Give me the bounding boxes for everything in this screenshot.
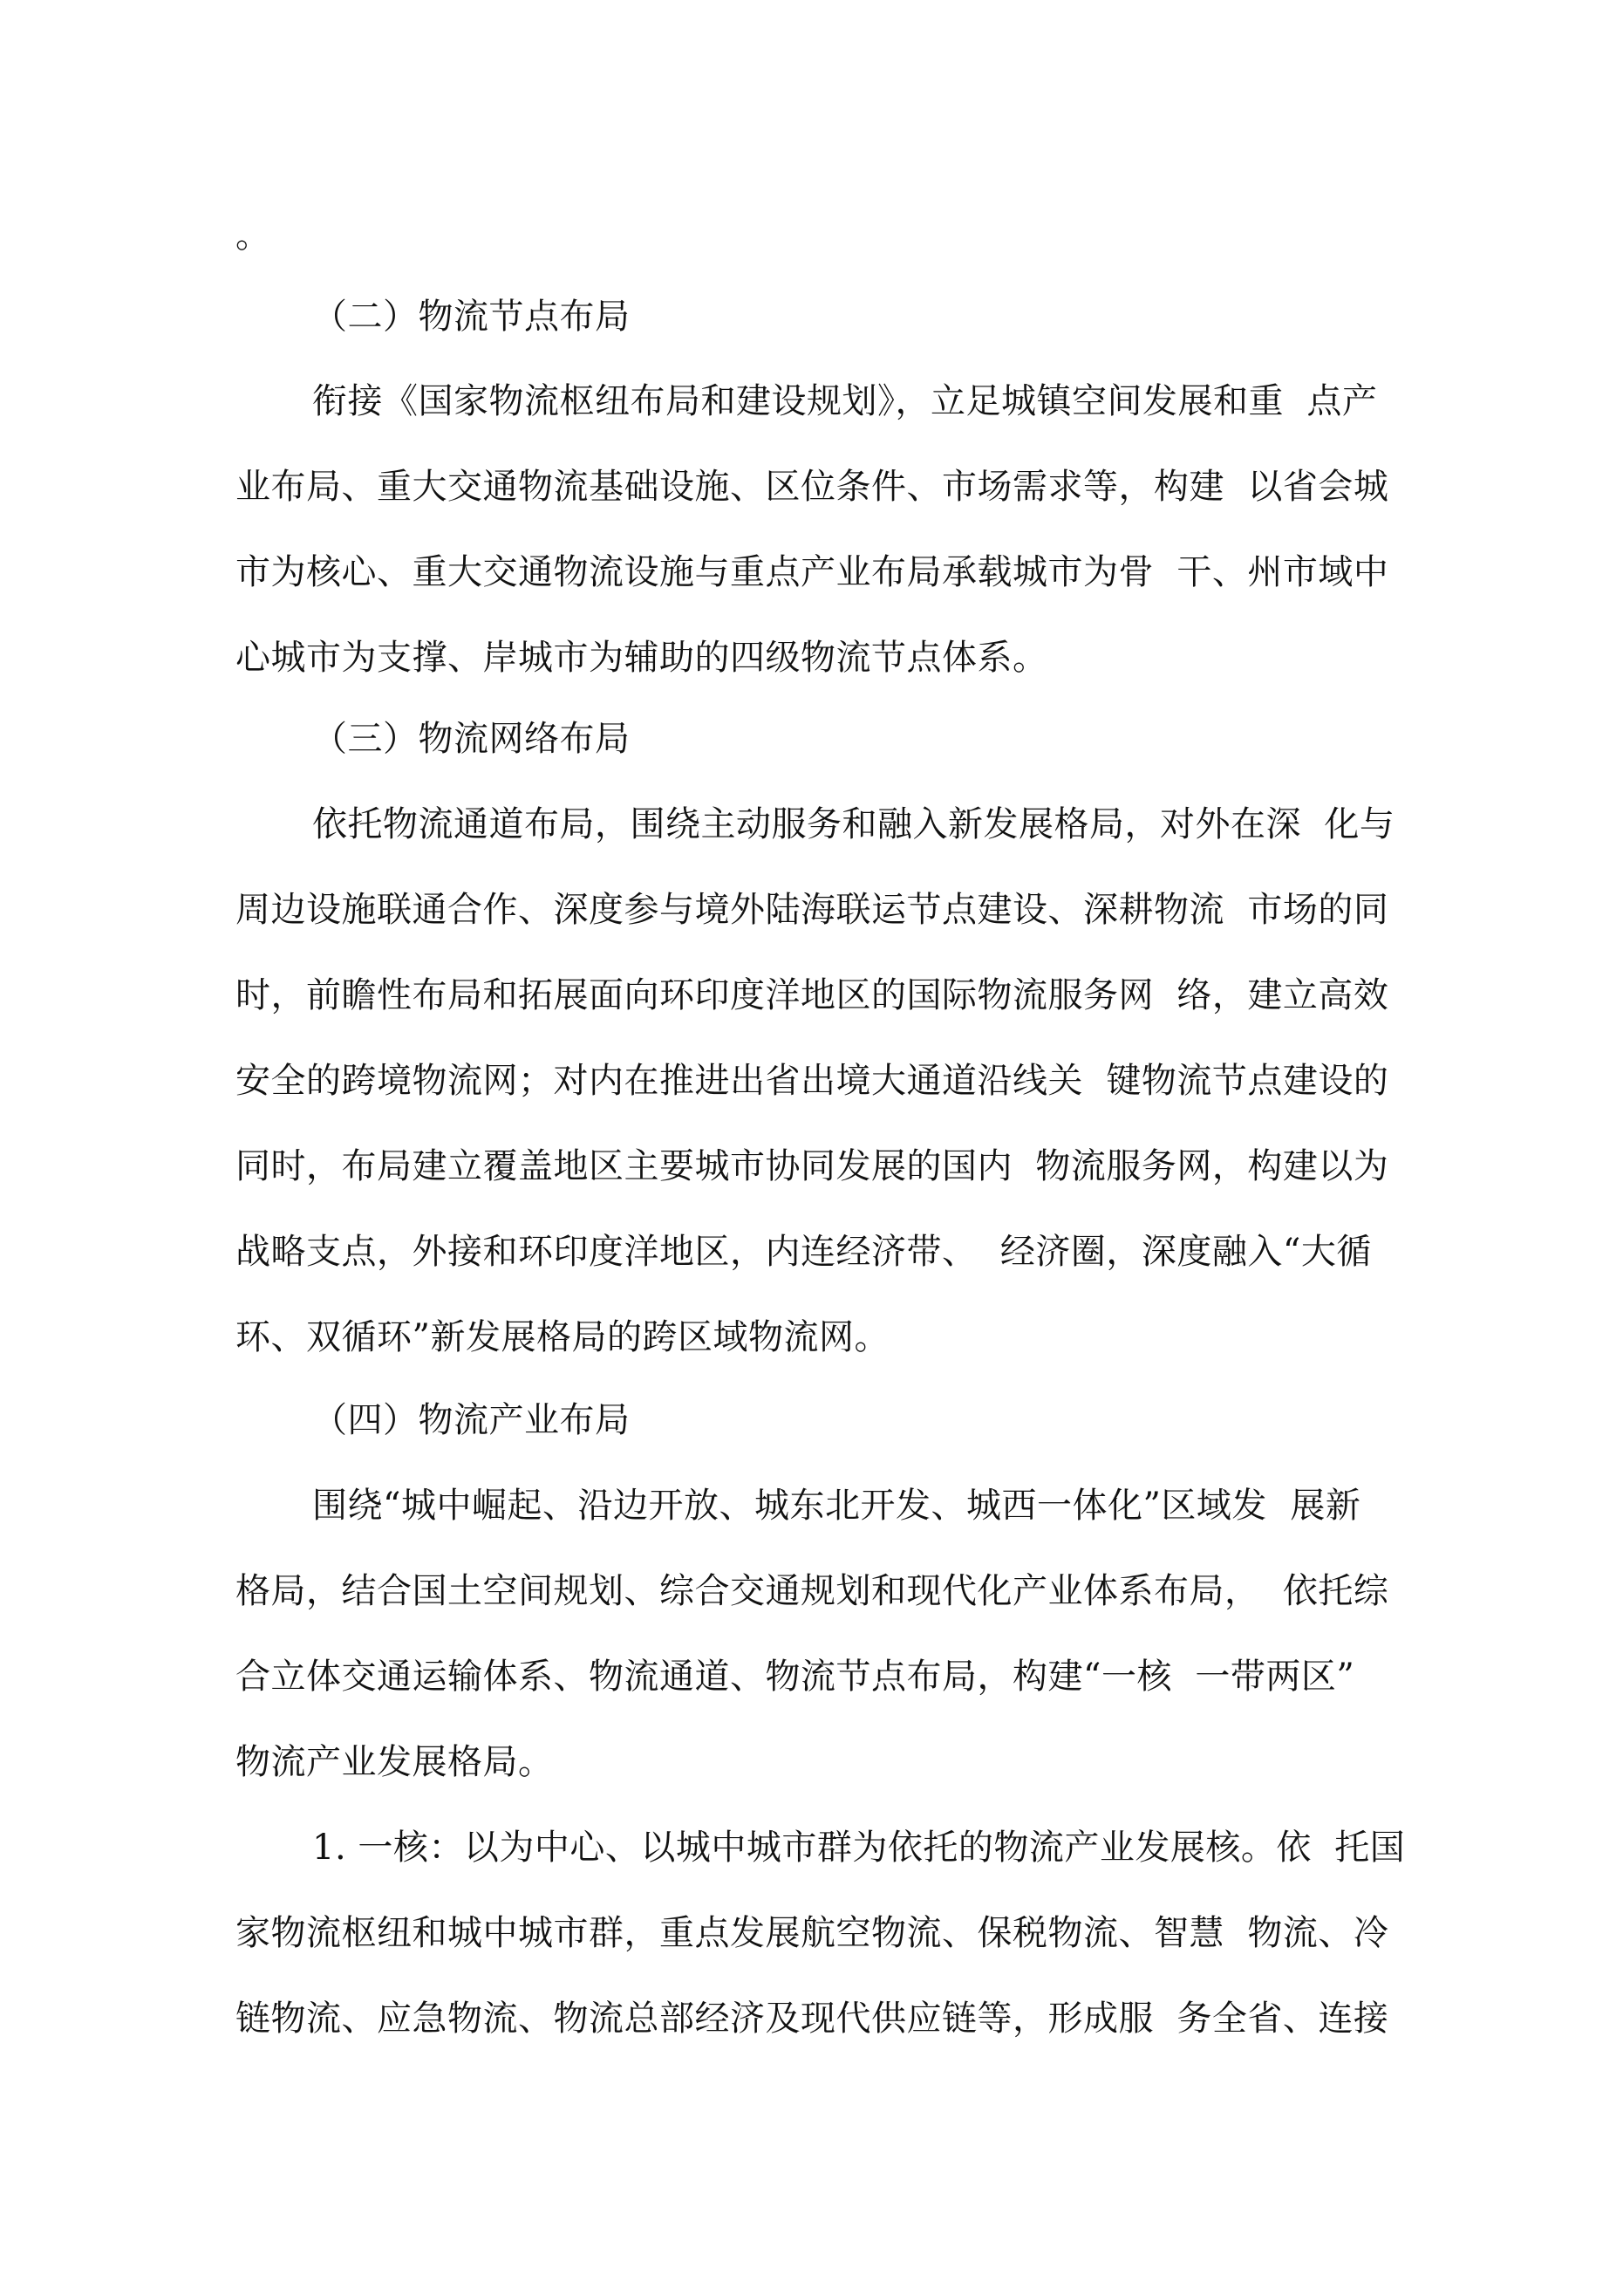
section-heading-network-layout: （三）物流网络布局 bbox=[312, 719, 631, 759]
paragraph-line: 环、双循环”新发展格局的跨区域物流网。 bbox=[235, 1317, 890, 1357]
paragraph-line: 1. 一核：以为中心、以城中城市群为依托的物流产业发展核。依 托国 bbox=[312, 1828, 1406, 1868]
section-heading-node-layout: （二）物流节点布局 bbox=[312, 297, 631, 337]
paragraph-line: 时，前瞻性布局和拓展面向环印度洋地区的国际物流服务网 络，建立高效 bbox=[235, 975, 1389, 1015]
paragraph-line: 业布局、重大交通物流基础设施、区位条件、市场需求等，构建 以省会城 bbox=[235, 467, 1389, 507]
paragraph-line: 衔接《国家物流枢纽布局和建设规划》，立足城镇空间发展和重 点产 bbox=[312, 381, 1378, 421]
paragraph-line: 围绕“城中崛起、沿边开放、城东北开发、城西一体化”区域发 展新 bbox=[312, 1486, 1361, 1526]
paragraph-line: 市为核心、重大交通物流设施与重点产业布局承载城市为骨 干、州市域中 bbox=[235, 552, 1389, 592]
paragraph-line: 战略支点，外接和环印度洋地区，内连经济带、 经济圈，深度融入“大循 bbox=[235, 1232, 1372, 1272]
paragraph-line: 依托物流通道布局，围绕主动服务和融入新发展格局，对外在深 化与 bbox=[312, 804, 1395, 844]
paragraph-line: 安全的跨境物流网；对内在推进出省出境大通道沿线关 键物流节点建设的 bbox=[235, 1061, 1389, 1101]
paragraph-line: 物流产业发展格局。 bbox=[235, 1742, 554, 1782]
paragraph-line: 格局，结合国土空间规划、综合交通规划和现代化产业体系布局， 依托综 bbox=[235, 1571, 1389, 1611]
paragraph-line: 心城市为支撑、岸城市为辅助的四级物流节点体系。 bbox=[235, 638, 1048, 678]
section-heading-industry-layout: （四）物流产业布局 bbox=[312, 1400, 631, 1440]
paragraph-line: 周边设施联通合作、深度参与境外陆海联运节点建设、深耕物流 市场的同 bbox=[235, 890, 1389, 930]
paragraph-line: 合立体交通运输体系、物流通道、物流节点布局，构建“一核 一带两区” bbox=[235, 1657, 1355, 1697]
paragraph-line: 同时，布局建立覆盖地区主要城市协同发展的国内 物流服务网，构建以为 bbox=[235, 1146, 1389, 1186]
leading-punctuation: 。 bbox=[235, 215, 271, 256]
paragraph-line: 链物流、应急物流、物流总部经济及现代供应链等，形成服 务全省、连接 bbox=[235, 1999, 1389, 2039]
paragraph-line: 家物流枢纽和城中城市群，重点发展航空物流、保税物流、智慧 物流、冷 bbox=[235, 1913, 1389, 1953]
